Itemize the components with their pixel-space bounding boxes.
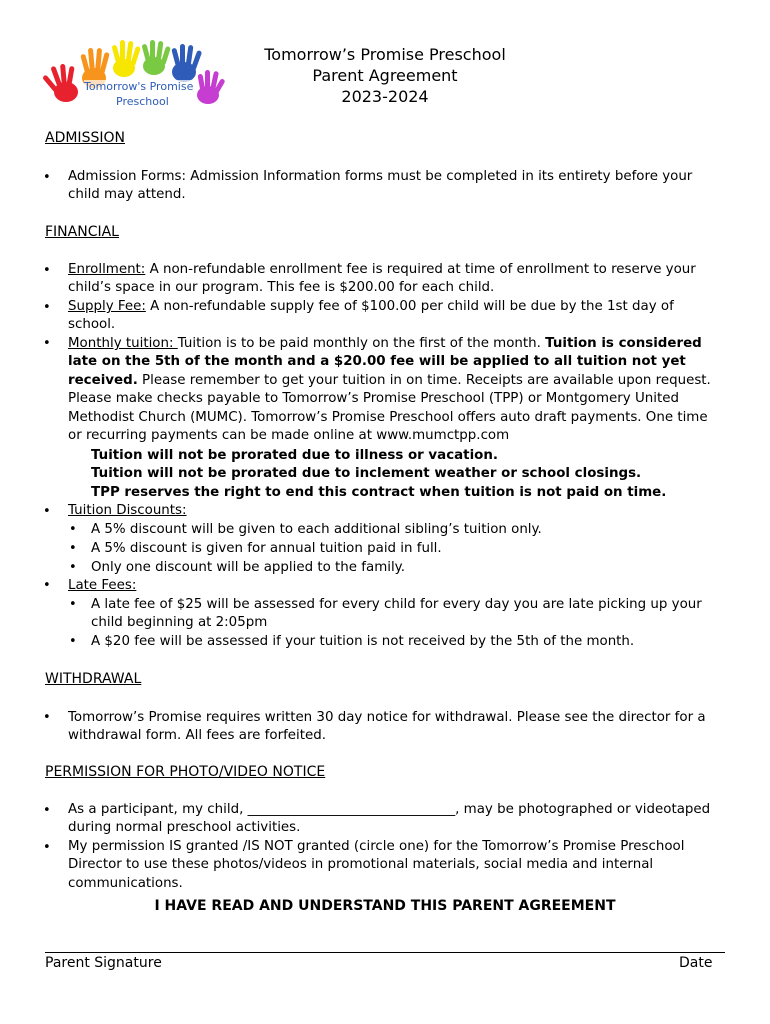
bullet: • <box>43 840 51 855</box>
sub-bullet: • <box>69 597 77 612</box>
document-header <box>0 44 770 107</box>
enrollment-item <box>68 261 718 298</box>
admission-forms-item: Admission Forms: Admission Information forms must be completed in its entirety before your child may attend. <box>68 169 693 203</box>
bullet: • <box>43 578 51 593</box>
tuition-discounts-label: Tuition Discounts: <box>68 503 187 518</box>
late-pickup-fee-item: A late fee of $25 will be assessed for every child for every day you are late picking up your child beginning at 2:05pm <box>91 597 702 631</box>
sub-bullet: • <box>69 522 77 537</box>
monthly-tuition-item <box>68 335 718 445</box>
annual-discount-item: A 5% discount is given for annual tuition paid in full. <box>91 541 442 556</box>
financial-heading: FINANCIAL <box>45 224 119 240</box>
bullet: • <box>43 300 51 315</box>
contract-termination-notice: TPP reserves the right to end this contract when tuition is not paid on time. <box>91 485 667 500</box>
admission-heading: ADMISSION <box>45 130 125 146</box>
withdrawal-heading: WITHDRAWAL <box>45 671 142 687</box>
late-tuition-fee-item: A $20 fee will be assessed if your tuition is not received by the 5th of the month. <box>91 634 635 649</box>
proration-illness-notice: Tuition will not be prorated due to illness or vacation. <box>91 448 498 463</box>
photo-permission-item: As a participant, my child, _______________________________, may be photographed or videotaped during normal preschool activities. <box>68 802 711 836</box>
single-discount-item: Only one discount will be applied to the family. <box>91 560 405 575</box>
bullet: • <box>43 803 51 818</box>
signature-line[interactable] <box>45 952 725 953</box>
document-year: 2023-2024 <box>341 87 429 106</box>
logo-text-line1: Tomorrow's Promise <box>84 80 194 93</box>
monthly-tuition-details: Please remember to get your tuition in on time. Receipts are available upon request. Please make checks payable to Tomorrow’s Promise Preschool (TPP) or Montgomery United Methodist Church (MUMC). Tomorrow’s Promise Preschool offers auto draft payments. One time or recurring payments can be made online at www.mumctpp.com <box>68 372 711 444</box>
bullet: • <box>43 336 51 351</box>
bullet: • <box>43 504 51 519</box>
sub-bullet: • <box>69 634 77 649</box>
proration-weather-notice: Tuition will not be prorated due to inclement weather or school closings. <box>91 466 642 481</box>
late-fees-label: Late Fees: <box>68 578 137 593</box>
date-label: Date <box>679 955 713 971</box>
document-subtitle: Parent Agreement <box>312 66 458 85</box>
enrollment-label: Enrollment: <box>68 262 146 277</box>
bullet: • <box>43 710 51 725</box>
monthly-tuition-label: Monthly tuition: <box>68 336 178 351</box>
supply-fee-text: A non-refundable supply fee of $100.00 per child will be due by the 1st day of school. <box>68 299 674 333</box>
permission-heading: PERMISSION FOR PHOTO/VIDEO NOTICE <box>45 764 326 780</box>
enrollment-text: A non-refundable enrollment fee is required at time of enrollment to reserve your child’s space in our program. This fee is $200.00 for each child. <box>68 262 696 296</box>
monthly-tuition-text: Tuition is to be paid monthly on the first of the month. <box>177 336 546 351</box>
bullet: • <box>43 170 51 185</box>
document-title: Tomorrow’s Promise Preschool <box>264 45 506 64</box>
sub-bullet: • <box>69 541 77 556</box>
supply-fee-label: Supply Fee: <box>68 299 146 314</box>
agreement-statement: I HAVE READ AND UNDERSTAND THIS PARENT AGREEMENT <box>154 898 616 914</box>
late-tuition-notice: Tuition is considered late on the 5th of the month and a $20.00 fee will be applied to all tuition not yet received. <box>68 336 702 388</box>
supply-fee-item <box>68 298 718 335</box>
sibling-discount-item: A 5% discount will be given to each additional sibling’s tuition only. <box>91 522 542 537</box>
bullet: • <box>43 263 51 278</box>
logo-text-line2: Preschool <box>116 95 169 108</box>
media-consent-item: My permission IS granted /IS NOT granted (circle one) for the Tomorrow’s Promise Preschool Director to use these photos/videos in promotional materials, social media and internal communications. <box>68 839 685 891</box>
withdrawal-notice-item: Tomorrow’s Promise requires written 30 day notice for withdrawal. Please see the director for a withdrawal form. All fees are forfeited. <box>68 710 706 744</box>
parent-signature-label: Parent Signature <box>45 955 162 971</box>
sub-bullet: • <box>69 560 77 575</box>
